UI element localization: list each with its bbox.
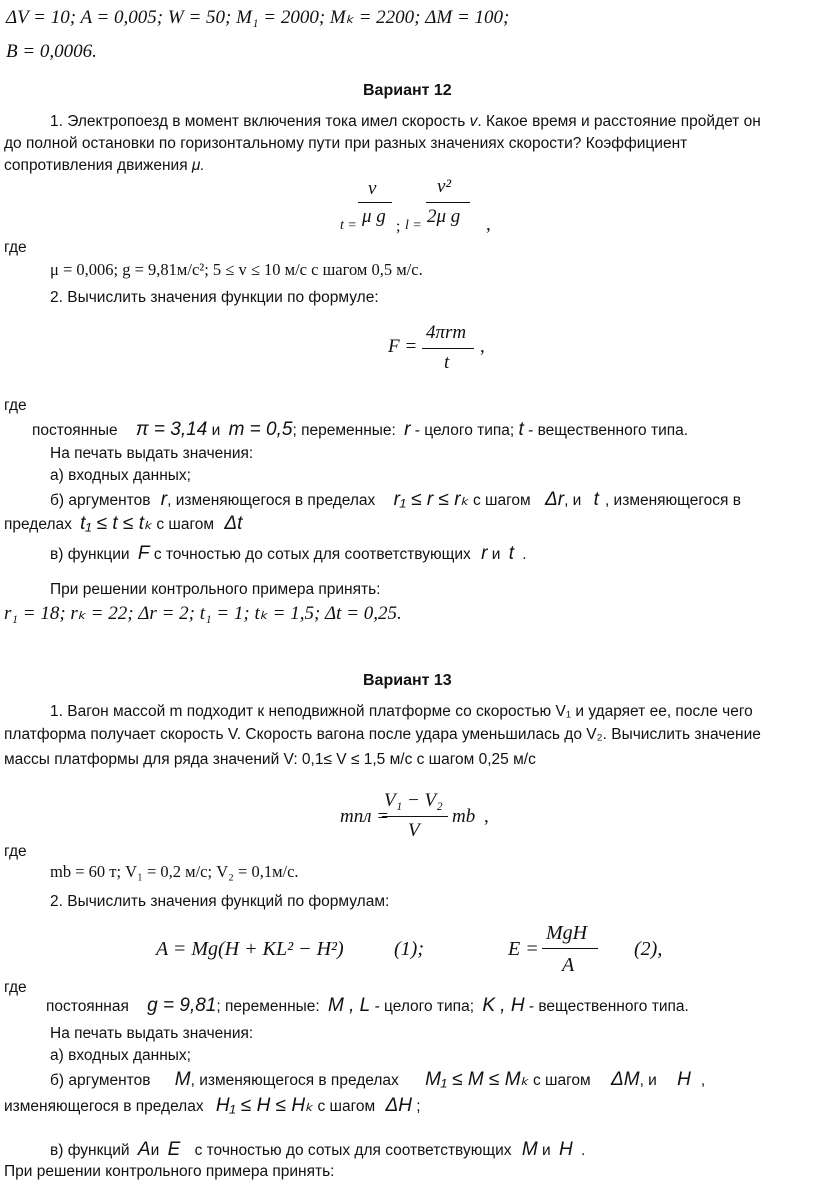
formula-t-numerator: v [368, 178, 377, 199]
formula-F-numerator: 4πrm [426, 322, 467, 343]
formula-F-denominator: t [444, 352, 450, 373]
v13-task1-line2: платформа получает скорость V. Скорость вагона после удара уменьшилась до V₂. Вычислить значение [4, 726, 761, 743]
v13-item-b-line1: б) аргументов M, изменяющегося в пределах M₁ ≤ M ≤ Mₖ с шагом ΔM, и H , [50, 1069, 706, 1090]
formula-mass-lhs: mпл = [340, 806, 390, 827]
v13-item-b-line2: изменяющегося в пределах H₁ ≤ H ≤ Hₖ с шагом ΔH ; [4, 1095, 421, 1116]
formula-mass-numerator: V₁ − V₂ [384, 790, 443, 811]
formula-E-numerator: MgH [546, 922, 588, 944]
formula-mass-comma: , [484, 806, 489, 827]
v13-formula-1-number: (1); [394, 938, 424, 960]
v13-item-a: а) входных данных; [50, 1047, 191, 1064]
formula-E-denominator: A [562, 954, 575, 976]
v13-task1-line3: массы платформы для ряда значений V: 0,1≤ V ≤ 1,5 м/с с шагом 0,25 м/с [4, 751, 536, 768]
v12-where-2: где [4, 397, 27, 414]
variant-13-title: Вариант 13 [363, 672, 452, 689]
formula-separator: ; [396, 218, 401, 235]
v12-task2-line: 2. Вычислить значения функции по формуле: [50, 289, 379, 306]
formula-E-bar [542, 948, 598, 949]
formula-F-comma: , [480, 336, 485, 357]
formula-t-lhs: t = [340, 218, 357, 233]
v12-control-values: r₁ = 18; rₖ = 22; Δr = 2; t₁ = 1; tₖ = 1,5; Δt = 0,25. [4, 603, 402, 624]
v13-formula-2-number: (2), [634, 938, 663, 960]
v12-item-a: а) входных данных; [50, 467, 191, 484]
v13-print-heading: На печать выдать значения: [50, 1025, 254, 1042]
formula-l-numerator: v² [437, 176, 452, 197]
variant-12-title: Вариант 12 [363, 82, 452, 99]
v12-where-1: где [4, 239, 27, 256]
v12-constants-line: постоянные π = 3,14 и m = 0,5; переменные: r - целого типа; t - вещественного типа. [32, 419, 689, 440]
v13-item-c: в) функций Aи E с точностью до сотых для соответствующих M и H . [50, 1139, 586, 1160]
v13-params-line: mb = 60 т; V₁ = 0,2 м/с; V₂ = 0,1м/с. [50, 862, 299, 881]
v12-item-b-line2: пределах t₁ ≤ t ≤ tₖ с шагом Δt [4, 513, 243, 534]
formula-F-bar [422, 348, 474, 349]
v13-control-heading: При решении контрольного примера принять: [4, 1163, 335, 1180]
v12-task1-line3: сопротивления движения μ. [4, 157, 205, 174]
top-params-line2: B = 0,0006. [6, 41, 97, 62]
formula-t-denominator: μ g [362, 206, 386, 227]
v13-constants-line: постоянная g = 9,81; переменные: M , L - целого типа; K , H - вещественного типа. [46, 995, 689, 1016]
v13-task2-line: 2. Вычислить значения функций по формулам: [50, 893, 390, 910]
v13-where-1: где [4, 843, 27, 860]
v12-item-c: в) функции F с точностью до сотых для соответствующих r и t . [50, 543, 527, 564]
v12-params-line: μ = 0,006; g = 9,81м/с²; 5 ≤ v ≤ 10 м/с с шагом 0,5 м/с. [50, 260, 423, 279]
v12-print-heading: На печать выдать значения: [50, 445, 254, 462]
formula-E-lhs: E = [508, 938, 539, 960]
v13-formula-A: A = Mg(H + KL² − H²) [156, 938, 344, 960]
formula-comma: , [486, 214, 491, 235]
v12-control-heading: При решении контрольного примера принять: [50, 581, 381, 598]
formula-mass-denominator: V [408, 820, 420, 841]
v13-where-2: где [4, 979, 27, 996]
formula-mass-rhs: mb [452, 806, 476, 827]
formula-l-bar [426, 202, 470, 203]
top-params-line1: ΔV = 10; A = 0,005; W = 50; M₁ = 2000; Mₖ = 2200; ΔM = 100; [6, 7, 510, 28]
v13-task1-line1: 1. Вагон массой m подходит к неподвижной платформе со скоростью V₁ и ударяет ее, после чего [50, 703, 753, 720]
formula-F-lhs: F = [388, 336, 418, 357]
formula-l-denominator: 2μ g [427, 206, 461, 227]
formula-l-lhs: l = [405, 218, 422, 233]
v12-task1-line1: 1. Электропоезд в момент включения тока имел скорость v. Какое время и расстояние пройдет он [50, 113, 761, 130]
formula-t-bar [358, 202, 392, 203]
formula-mass-bar [382, 816, 448, 817]
v12-task1-line2: до полной остановки по горизонтальному пути при разных значениях скорости? Коэффициент [4, 135, 688, 152]
v12-item-b-line1: б) аргументов r, изменяющегося в пределах r₁ ≤ r ≤ rₖ с шагом Δr, и t , изменяющегося в [50, 489, 741, 510]
